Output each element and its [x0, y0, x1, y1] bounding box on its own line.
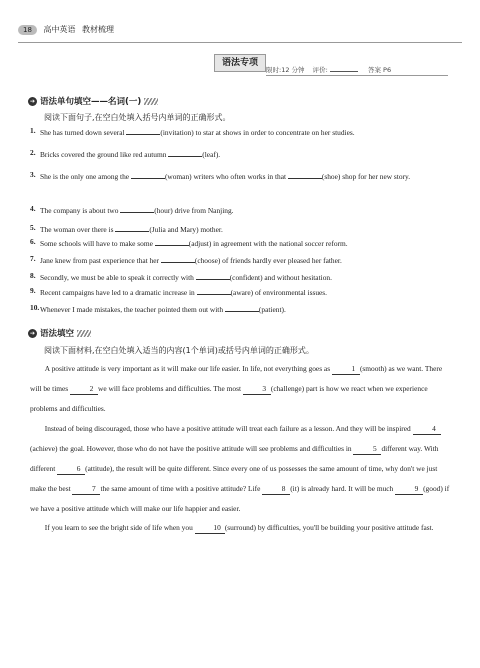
item-number: 6.	[30, 237, 36, 246]
item-text-segment: (adjust) in agreement with the national soccer reform.	[188, 239, 348, 248]
section1-title-text: 语法单句填空——名词(一)	[40, 97, 142, 107]
item-text-segment: (invitation) to star at shows in order to concentrate on her studies.	[160, 128, 355, 137]
item-text-segment: (leaf).	[202, 150, 221, 159]
item-text	[30, 302, 450, 315]
brand-label: 教材梳理	[82, 25, 115, 34]
item-text	[30, 236, 450, 249]
passage-text: (good) if we have a positive attitude which will make our life happier and easier.	[30, 484, 450, 513]
item-text-segment: (woman) writers who often works in that	[164, 172, 288, 181]
item-text-segment: Secondly, we must be able to speak it correctly with	[40, 273, 196, 282]
time-limit: 限时:12 分钟	[266, 66, 305, 74]
item-text-segment: Jane knew from past experience that her	[40, 256, 161, 265]
exercise-item	[30, 203, 450, 216]
circle-arrow-icon: ➔	[29, 97, 36, 105]
item-text-segment: (Julia and Mary) mother.	[149, 225, 223, 234]
exercise-meta	[266, 62, 448, 76]
item-number: 10.	[30, 303, 40, 312]
answer-blank[interactable]	[225, 302, 259, 312]
numbered-blank[interactable]: 5	[353, 444, 381, 455]
exercise-item	[30, 169, 450, 182]
item-number: 1.	[30, 126, 36, 135]
exercise-item	[30, 125, 450, 138]
section1-instruction: 阅读下面句子,在空白处填入括号内单词的正确形式。	[44, 113, 231, 122]
item-text-segment: The company is about two	[40, 206, 121, 215]
exercise-item	[30, 222, 450, 235]
answer-blank[interactable]	[120, 203, 154, 213]
answer-blank[interactable]	[288, 169, 322, 179]
answer-blank[interactable]	[131, 169, 165, 179]
passage-text: Instead of being discouraged, those who have a positive attitude will treat each failure as a lesson. And they will be inspired	[44, 424, 413, 433]
passage-text: A positive attitude is very important as it will make our life easier. In life, not everything goes as	[44, 364, 332, 373]
item-number: 3.	[30, 170, 36, 179]
numbered-blank[interactable]: 1	[332, 364, 360, 375]
item-number: 5.	[30, 223, 36, 232]
item-text-segment: (patient).	[258, 305, 286, 314]
section2-title-text: 语法填空	[40, 329, 75, 339]
numbered-blank[interactable]: 4	[413, 424, 441, 435]
answer-ref: 答案 P6	[367, 66, 392, 74]
score-blank[interactable]	[330, 62, 358, 72]
book-title: 高中英语	[43, 25, 76, 34]
item-text-segment: Recent campaigns have led to a dramatic increase in	[40, 288, 197, 297]
item-text-segment: Bricks covered the ground like red autumn	[40, 150, 169, 159]
answer-blank[interactable]	[196, 270, 230, 280]
section-tab: 语法专项	[214, 54, 266, 72]
item-text	[30, 169, 450, 182]
exercise-item	[30, 270, 450, 283]
item-text-segment: (hour) drive from Nanjing.	[154, 206, 234, 215]
passage-paragraph-2	[30, 419, 450, 519]
passage-text: (attitude), the result will be quite different. Since every one of us possesses the same amount of time, why don't we just make the best	[30, 464, 438, 493]
item-text-segment: Whenever I made mistakes, the teacher pointed them out with	[40, 305, 225, 314]
stripes-decoration	[77, 330, 91, 337]
answer-blank[interactable]	[126, 125, 160, 135]
numbered-blank[interactable]: 10	[195, 523, 225, 534]
circle-arrow-icon: ➔	[29, 329, 36, 337]
numbered-blank[interactable]: 3	[243, 384, 271, 395]
passage-text: (achieve) the goal. However, those who do not have the positive attitude will see problems and difficulties in	[30, 444, 354, 453]
stripes-decoration	[144, 98, 158, 105]
item-text-segment: (choose) of friends hardly ever pleased her father.	[194, 256, 342, 265]
item-text-segment: (aware) of environmental issues.	[230, 288, 328, 297]
answer-blank[interactable]	[115, 222, 149, 232]
numbered-blank[interactable]: 6	[57, 464, 85, 475]
item-number: 7.	[30, 254, 36, 263]
answer-blank[interactable]	[155, 236, 189, 246]
item-text	[30, 270, 450, 283]
item-text	[30, 222, 450, 235]
section1-title	[28, 95, 158, 107]
item-text-segment: Some schools will have to make some	[40, 239, 155, 248]
numbered-blank[interactable]: 9	[395, 484, 423, 495]
answer-blank[interactable]	[197, 285, 231, 295]
item-text-segment: (confident) and without hesitation.	[229, 273, 332, 282]
item-text	[30, 147, 450, 160]
score-label: 评价:	[312, 66, 328, 74]
item-text	[30, 203, 450, 216]
answer-blank[interactable]	[168, 147, 202, 157]
passage-text: (smooth) as we want. There will be times	[30, 364, 443, 393]
item-number: 9.	[30, 286, 36, 295]
section2-title	[28, 327, 91, 339]
item-text-segment: The woman over there is	[40, 225, 116, 234]
item-text	[30, 125, 450, 138]
exercise-item	[30, 236, 450, 249]
exercise-item	[30, 285, 450, 298]
passage-text: (it) is already hard. It will be much	[290, 484, 396, 493]
page-number: 18	[18, 25, 37, 35]
page-header	[18, 24, 462, 43]
numbered-blank[interactable]: 8	[262, 484, 290, 495]
item-number: 2.	[30, 148, 36, 157]
item-text-segment: She has turned down several	[40, 128, 127, 137]
passage-text: (surround) by difficulties, you'll be building your positive attitude fast.	[224, 523, 434, 532]
numbered-blank[interactable]: 2	[70, 384, 98, 395]
section2-instruction: 阅读下面材料,在空白处填入适当的内容(1个单词)或括号内单词的正确形式。	[44, 346, 314, 355]
item-text-segment: She is the only one among the	[40, 172, 131, 181]
passage-paragraph-1	[30, 359, 450, 419]
exercise-item	[30, 147, 450, 160]
item-text	[30, 285, 450, 298]
item-number: 4.	[30, 204, 36, 213]
item-text	[30, 253, 450, 266]
answer-blank[interactable]	[161, 253, 195, 263]
passage-text: the same amount of time with a positive attitude? Life	[100, 484, 263, 493]
passage-text: different way. With different	[30, 444, 439, 473]
passage-text: (challenge) part is how we react when we experience problems and difficulties.	[30, 384, 428, 413]
numbered-blank[interactable]: 7	[72, 484, 100, 495]
passage-paragraph-3	[30, 518, 450, 538]
exercise-item	[30, 253, 450, 266]
item-number: 8.	[30, 271, 36, 280]
item-text-segment: (shoe) shop for her new story.	[321, 172, 411, 181]
passage-text: If you learn to see the bright side of life when you	[44, 523, 195, 532]
passage-text: we will face problems and difficulties. The most	[98, 384, 243, 393]
exercise-item	[30, 302, 450, 315]
